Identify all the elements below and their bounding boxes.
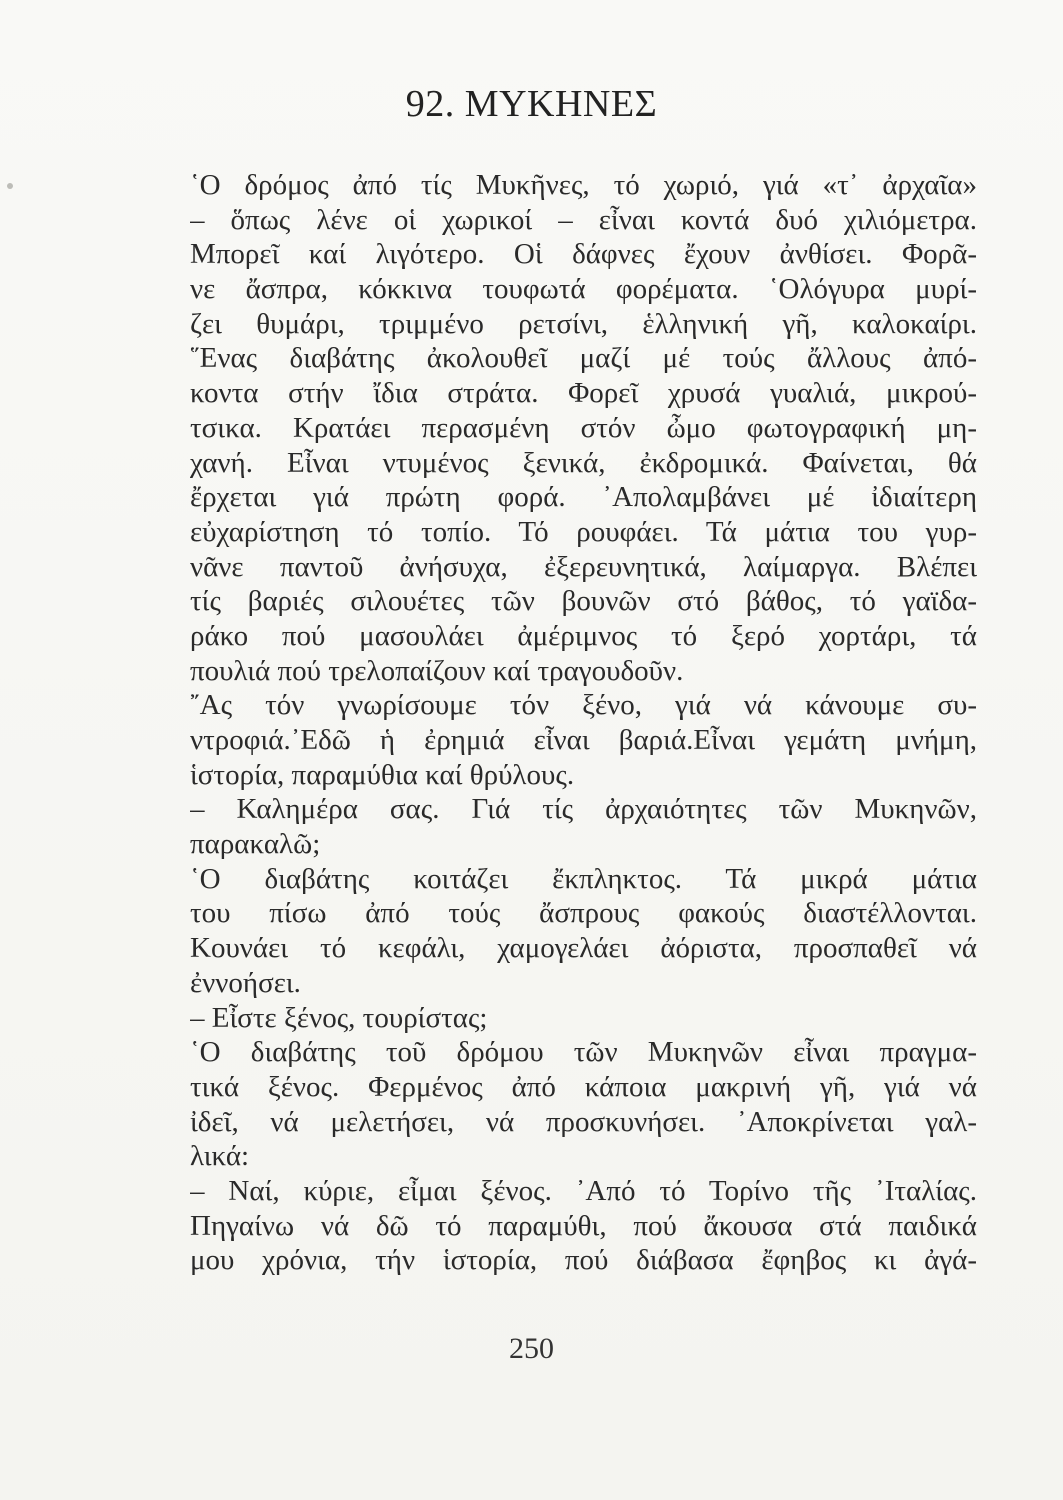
- text-line: ῾Ο διαβάτης κοιτάζει ἔκπληκτος. Τά μικρά μάτια: [190, 862, 977, 895]
- text-line: – Εἶστε ξένος, τουρίστας;: [190, 1001, 488, 1034]
- text-line: ἰδεῖ, νά μελετήσει, νά προσκυνήσει. ᾽Αποκρίνεται γαλ-: [190, 1105, 977, 1138]
- chapter-title: 92. ΜΥΚΗΝΕΣ: [405, 83, 658, 125]
- body-text: [190, 168, 977, 1278]
- text-line: πουλιά πού τρελοπαίζουν καί τραγουδοῦν.: [190, 654, 684, 687]
- text-line: τίς βαριές σιλουέτες τῶν βουνῶν στό βάθος, τό γαϊδα-: [190, 585, 977, 618]
- text-line: ράκο πού μασουλάει ἀμέριμνος τό ξερό χορτάρι, τά: [190, 619, 977, 652]
- text-line: ζει θυμάρι, τριμμένο ρετσίνι, ἑλληνική γῆ, καλοκαίρι.: [190, 307, 977, 340]
- text-line: εὐχαρίστηση τό τοπίο. Τό ρουφάει. Τά μάτια του γυρ-: [190, 515, 977, 548]
- text-line: τικά ξένος. Φερμένος ἀπό κάποια μακρινή γῆ, γιά νά: [190, 1070, 977, 1103]
- text-line: μου χρόνια, τήν ἱστορία, πού διάβασα ἔφηβος κι ἀγά-: [190, 1244, 977, 1277]
- text-line: παρακαλῶ;: [190, 828, 321, 861]
- text-line: κοντα στήν ἴδια στράτα. Φορεῖ χρυσά γυαλιά, μικρού-: [190, 377, 977, 410]
- paper-speck: [7, 183, 13, 189]
- text-line: ῞Ενας διαβάτης ἀκολουθεῖ μαζί μέ τούς ἄλλους ἀπό-: [190, 342, 977, 375]
- text-line: Κουνάει τό κεφάλι, χαμογελάει ἀόριστα, προσπαθεῖ νά: [190, 932, 977, 965]
- text-line: τσικα. Κρατάει περασμένη στόν ὦμο φωτογραφική μη-: [190, 411, 977, 444]
- text-line: ἱστορία, παραμύθια καί θρύλους.: [190, 758, 575, 791]
- text-line: λικά:: [190, 1140, 250, 1173]
- text-line: ῾Ο διαβάτης τοῦ δρόμου τῶν Μυκηνῶν εἶναι πραγμα-: [190, 1036, 977, 1069]
- text-line: – Καλημέρα σας. Γιά τίς ἀρχαιότητες τῶν Μυκηνῶν,: [190, 793, 977, 826]
- text-line: του πίσω ἀπό τούς ἄσπρους φακούς διαστέλλονται.: [190, 897, 977, 930]
- text-line: Μπορεῖ καί λιγότερο. Οἱ δάφνες ἔχουν ἀνθίσει. Φορᾶ-: [190, 238, 977, 271]
- text-line: ἔρχεται γιά πρώτη φορά. ᾽Απολαμβάνει μέ ἰδιαίτερη: [190, 481, 977, 514]
- text-line: νε ἄσπρα, κόκκινα τουφωτά φορέματα. ῾Ολόγυρα μυρί-: [190, 273, 977, 306]
- page-number: 250: [509, 1332, 554, 1365]
- text-line: νᾶνε παντοῦ ἀνήσυχα, ἐξερευνητικά, λαίμαργα. Βλέπει: [190, 550, 977, 583]
- text-line: Πηγαίνω νά δῶ τό παραμύθι, πού ἄκουσα στά παιδικά: [190, 1209, 977, 1242]
- text-line: ῎Ας τόν γνωρίσουμε τόν ξένο, γιά νά κάνουμε συ-: [190, 689, 977, 722]
- text-line: χανή. Εἶναι ντυμένος ξενικά, ἐκδρομικά. Φαίνεται, θά: [190, 446, 977, 479]
- text-line: – Ναί, κύριε, εἶμαι ξένος. ᾽Από τό Τορίνο τῆς ᾽Ιταλίας.: [190, 1174, 977, 1207]
- text-line: ἐννοήσει.: [190, 966, 301, 999]
- text-line: ντροφιά.᾽Εδῶ ἡ ἐρημιά εἶναι βαριά.Εἶναι γεμάτη μνήμη,: [190, 724, 977, 756]
- text-line: ῾Ο δρόμος ἀπό τίς Μυκῆνες, τό χωριό, γιά «τ᾽ ἀρχαῖα»: [190, 169, 977, 201]
- text-line: – ὅπως λένε οἱ χωρικοί – εἶναι κοντά δυό χιλιόμετρα.: [190, 203, 977, 236]
